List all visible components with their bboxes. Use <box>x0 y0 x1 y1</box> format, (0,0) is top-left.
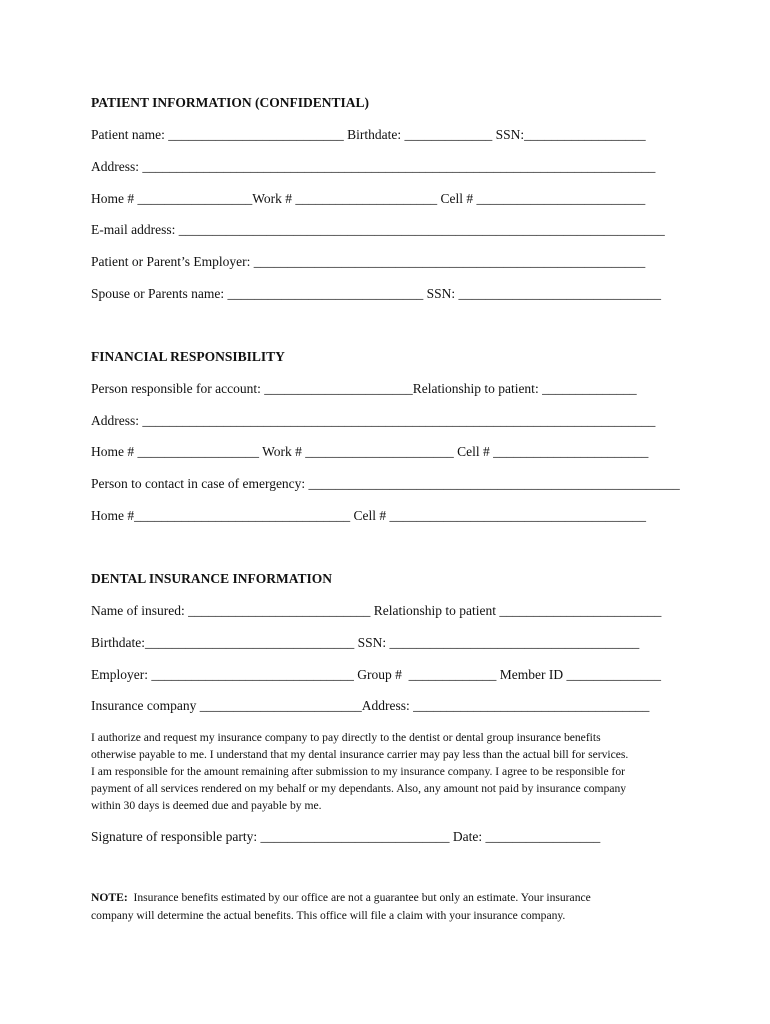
financial-phone-line[interactable]: Home # __________________ Work # ______________________ Cell # _______________________ <box>91 444 649 459</box>
note-paragraph <box>91 889 691 925</box>
authorization-line: I authorize and request my insurance company to pay directly to the dentist or dental group insurance benefits <box>91 731 601 744</box>
patient-information-heading: PATIENT INFORMATION (CONFIDENTIAL) <box>91 95 370 110</box>
financial-address-line[interactable]: Address: ____________________________________________________________________________ <box>91 413 656 428</box>
note-text-2: company will determine the actual benefits. This office will file a claim with your insurance company. <box>91 909 566 922</box>
authorization-line: I am responsible for the amount remaining after submission to my insurance company. I agree to be responsible for <box>91 765 626 778</box>
patient-employer-line[interactable]: Patient or Parent’s Employer: __________________________________________________________ <box>91 254 646 269</box>
patient-address-line[interactable]: Address: ____________________________________________________________________________ <box>91 159 656 174</box>
note-label: NOTE: <box>91 891 128 904</box>
dental-insurance-heading: DENTAL INSURANCE INFORMATION <box>91 571 333 586</box>
insured-birthdate-line[interactable]: Birthdate:_______________________________ SSN: _____________________________________ <box>91 635 640 650</box>
patient-phone-line[interactable]: Home # _________________Work # _____________________ Cell # _________________________ <box>91 191 646 206</box>
authorization-line: otherwise payable to me. I understand that my dental insurance carrier may pay less than the actual bill for services. <box>91 748 629 761</box>
financial-responsibility-heading: FINANCIAL RESPONSIBILITY <box>91 349 285 364</box>
spouse-parents-line[interactable]: Spouse or Parents name: _____________________________ SSN: ______________________________ <box>91 286 661 301</box>
emergency-phone-line[interactable]: Home #________________________________ Cell # ______________________________________ <box>91 508 646 523</box>
patient-email-line[interactable]: E-mail address: ________________________________________________________________________ <box>91 222 665 237</box>
emergency-contact-line[interactable]: Person to contact in case of emergency: _______________________________________________________ <box>91 476 680 491</box>
insured-employer-line[interactable]: Employer: ______________________________ Group # _____________ Member ID ______________ <box>91 667 661 682</box>
insurance-company-line[interactable]: Insurance company ________________________Address: ___________________________________ <box>91 698 650 713</box>
note-first-row <box>91 889 691 907</box>
authorization-paragraph <box>91 729 691 814</box>
authorization-line: payment of all services rendered on my behalf or my dependants. Also, any amount not paid by insurance company <box>91 782 627 795</box>
insured-name-line[interactable]: Name of insured: ___________________________ Relationship to patient ________________________ <box>91 603 662 618</box>
signature-line[interactable]: Signature of responsible party: ____________________________ Date: _________________ <box>91 829 601 844</box>
note-text-1: Insurance benefits estimated by our office are not a guarantee but only an estimate. Your insurance <box>127 891 591 904</box>
patient-name-line[interactable]: Patient name: __________________________ Birthdate: _____________ SSN:__________________ <box>91 127 646 142</box>
responsible-person-line[interactable]: Person responsible for account: ______________________Relationship to patient: ______________ <box>91 381 637 396</box>
authorization-line: within 30 days is deemed due and payable by me. <box>91 799 322 812</box>
